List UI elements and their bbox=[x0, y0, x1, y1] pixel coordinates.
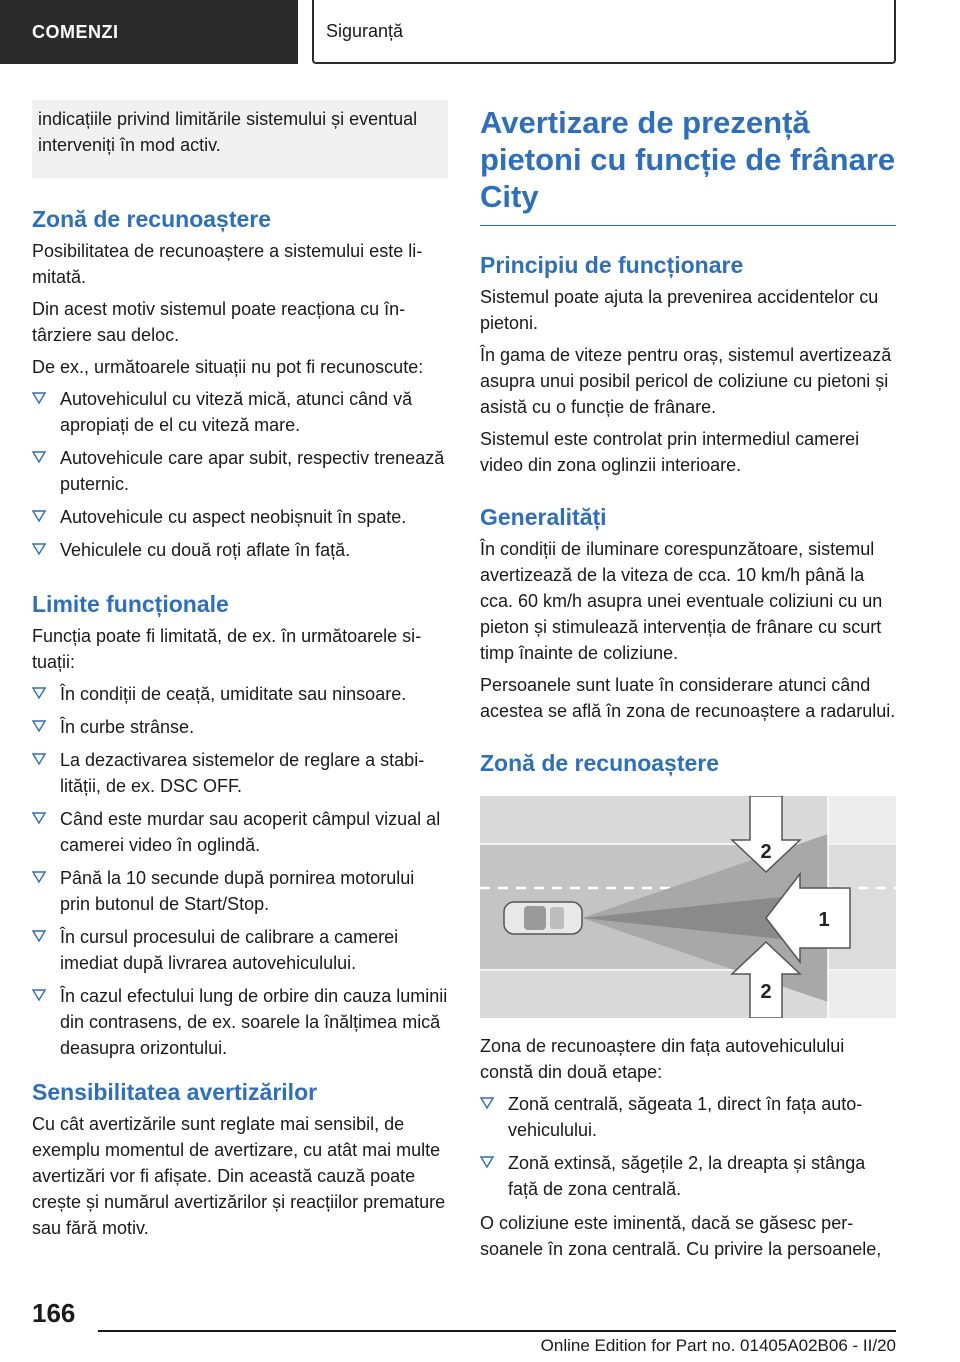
list-item: Autovehicule care apar subit, respectiv trenează puternic. bbox=[32, 445, 448, 497]
triangle-bullet-icon bbox=[32, 870, 46, 884]
list-item: Zonă extinsă, săgețile 2, la dreapta și stânga față de zona centrală. bbox=[480, 1150, 896, 1202]
paragraph: În condiții de iluminare corespunzătoare, sistemul avertizează de la viteza de cca. 10 km/h până la cca. 60 km/h asupra unei eventuale coliziuni cu un pieton și stimulează intervenția de frânare cu scurt timp înainte de coliziune. bbox=[480, 539, 883, 663]
list-item: În cursul procesului de calibrare a camerei imediat după livrarea autovehiculului. bbox=[32, 924, 448, 976]
limits-heading: Limite funcționale bbox=[32, 591, 229, 617]
info-note: indicațiile privind limitările sistemului și eventual interveniți în mod activ. bbox=[32, 100, 448, 178]
list-item: La dezactivarea sistemelor de reglare a stabilității, de ex. DSC OFF. bbox=[32, 747, 448, 799]
triangle-bullet-icon bbox=[32, 391, 46, 405]
edition-note[interactable]: Online Edition for Part no. 01405A02B06 - II/20 bbox=[540, 1336, 896, 1355]
list-item: În condiții de ceață, umiditate sau ninsoare. bbox=[32, 681, 448, 707]
footer-divider bbox=[98, 1330, 896, 1332]
general-heading: Generalități bbox=[480, 504, 607, 530]
triangle-bullet-icon bbox=[480, 1096, 494, 1110]
list-item: Zonă centrală, săgeata 1, direct în fața autovehiculului. bbox=[480, 1091, 896, 1143]
paragraph: Sistemul este controlat prin intermediul camerei video din zona oglinzii interioare. bbox=[480, 429, 860, 475]
list-item: Vehiculele cu două roți aflate în față. bbox=[32, 537, 448, 563]
recognition-list bbox=[32, 386, 448, 563]
list-item: Autovehiculul cu viteză mică, atunci când vă apropiați de el cu viteză mare. bbox=[32, 386, 448, 438]
triangle-bullet-icon bbox=[32, 719, 46, 733]
zone-list bbox=[480, 1091, 896, 1202]
page-title: Avertizare de prezență pietoni cu funcție de frânare City bbox=[480, 104, 896, 226]
triangle-bullet-icon bbox=[32, 929, 46, 943]
list-item: Până la 10 secunde după pornirea motorului prin butonul de Start/Stop. bbox=[32, 865, 448, 917]
svg-text:1: 1 bbox=[818, 909, 830, 931]
svg-text:2: 2 bbox=[760, 981, 772, 1003]
principle-heading: Principiu de funcționare bbox=[480, 252, 744, 278]
paragraph: Posibilitatea de recunoaștere a sistemului este limitată. bbox=[32, 241, 423, 287]
paragraph: O coliziune este iminentă, dacă se găsesc persoanele în zona centrală. Cu privire la persoanele, bbox=[480, 1213, 882, 1259]
sensitivity-heading: Sensibilitatea avertizărilor bbox=[32, 1079, 318, 1105]
right-column bbox=[480, 100, 896, 1268]
paragraph: Persoanele sunt luate în considerare atunci când acestea se află în zona de recunoaștere a radarului. bbox=[480, 675, 896, 721]
chapter-tab[interactable]: COMENZI bbox=[0, 0, 298, 64]
left-column bbox=[32, 100, 448, 1247]
triangle-bullet-icon bbox=[32, 686, 46, 700]
paragraph: De ex., următoarele situații nu pot fi recunoscute: bbox=[32, 357, 424, 377]
car-icon bbox=[504, 902, 582, 934]
list-item: În curbe strânse. bbox=[32, 714, 448, 740]
list-item: Când este murdar sau acoperit câmpul vizual al camerei video în oglindă. bbox=[32, 806, 448, 858]
zone-heading: Zonă de recunoaștere bbox=[480, 750, 720, 776]
list-item: În cazul efectului lung de orbire din cauza luminii din contrasens, de ex. soarele la înălțimea mică deasupra orizontului. bbox=[32, 983, 448, 1061]
list-item: Autovehicule cu aspect neobișnuit în spate. bbox=[32, 504, 448, 530]
page-number: 166 bbox=[32, 1298, 76, 1328]
paragraph: Funcția poate fi limitată, de ex. în următoarele situații: bbox=[32, 626, 422, 672]
triangle-bullet-icon bbox=[32, 752, 46, 766]
paragraph: În gama de viteze pentru oraș, sistemul avertizează asupra unui posibil pericol de coliziune cu pietoni și asistă cu o funcție de frânare. bbox=[480, 345, 892, 417]
triangle-bullet-icon bbox=[32, 542, 46, 556]
paragraph: Cu cât avertizările sunt reglate mai sensibil, de exemplu momentul de avertizare, cu atât mai multe avertizări vor fi afișate. Din această cauză poate crește și numărul avertizărilor și reacțiilor premature sau fără motiv. bbox=[32, 1114, 446, 1238]
triangle-bullet-icon bbox=[32, 509, 46, 523]
triangle-bullet-icon bbox=[32, 988, 46, 1002]
paragraph: Sistemul poate ajuta la prevenirea accidentelor cu pietoni. bbox=[480, 287, 879, 333]
triangle-bullet-icon bbox=[32, 811, 46, 825]
limits-list bbox=[32, 681, 448, 1061]
triangle-bullet-icon bbox=[480, 1155, 494, 1169]
paragraph: Din acest motiv sistemul poate reacționa cu întârziere sau deloc. bbox=[32, 299, 406, 345]
recognition-heading: Zonă de recunoaștere bbox=[32, 206, 272, 232]
svg-text:2: 2 bbox=[760, 841, 772, 863]
triangle-bullet-icon bbox=[32, 450, 46, 464]
section-title: Siguranță bbox=[312, 0, 896, 64]
paragraph: Zona de recunoaștere din fața autovehiculului constă din două etape: bbox=[480, 1036, 845, 1082]
detection-zone-diagram bbox=[480, 796, 896, 1018]
